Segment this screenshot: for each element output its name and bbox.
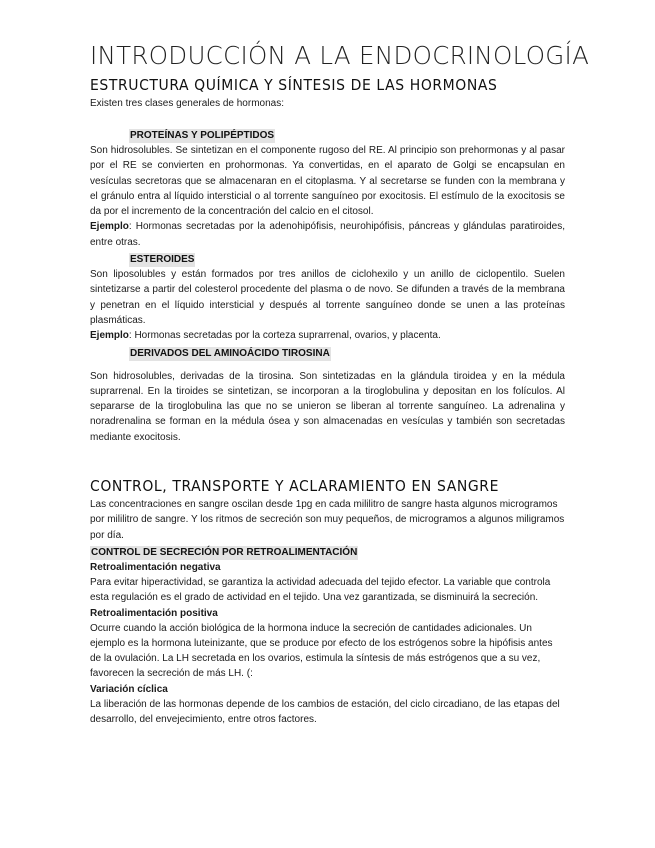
document-page	[90, 40, 590, 727]
class-body-proteins: Son hidrosolubles. Se sintetizan en el componente rugoso del RE. Al principio son prehormonas y al pasar por el RE se convierten en prohormonas. Ya convertidas, en el aparato de Golgi se encapsulan en vesículas secretoras que se almacenaran en el citoplasma. Y al secretarse se funden con la membrana y el gránulo entra al líquido intersticial o al torrente sanguíneo por exocitosis. El estímulo de la exocitosis se da por el incremento de la concentración del calcio en el citosol.	[90, 145, 565, 218]
class-heading-tyrosine	[90, 344, 565, 361]
control-heading	[90, 543, 565, 560]
class-example-proteins	[90, 219, 565, 250]
item-label-positive: Retroalimentación positiva	[90, 607, 218, 619]
example-label: Ejemplo	[90, 221, 129, 233]
class-heading-steroids	[90, 250, 565, 267]
item-label-cyclic: Variación cíclica	[90, 683, 168, 695]
item-body-positive: Ocurre cuando la acción biológica de la hormona induce la secreción de cantidades adicionales. Un ejemplo es la hormona luteinizante, que se produce por efecto de los estrógenos sobre la hipófisis antes de la ovulación. La LH secretada en los ovarios, estimula la síntesis de más estrógenos que a su vez, favorecen la secreción de más LH. (:	[90, 622, 553, 680]
section-intro-control: Las concentraciones en sangre oscilan desde 1pg en cada mililitro de sangre hasta algunos microgramos por mililitro de sangre. Y los ritmos de secreción son muy pequeños, de microgramos a algunos miligramos por día.	[90, 499, 565, 541]
example-label: Ejemplo	[90, 330, 129, 342]
class-label: DERIVADOS DEL AMINOÁCIDO TIROSINA	[130, 347, 330, 359]
item-body-cyclic: La liberación de las hormonas depende de los cambios de estación, del ciclo circadiano, de las etapas del desarrollo, del envejecimiento, entre otros factores.	[90, 698, 560, 726]
class-body-tyrosine: Son hidrosolubles, derivadas de la tirosina. Son sintetizadas en la glándula tiroidea y en la médula suprarrenal. En la tiroides se sintetizan, se incorporan a la tiroglobulina y depositan en los folículos. Al separarse de la tiroglobulina las que no se unieron se liberan al torrente sanguíneo. La adrenalina y noradrenalina se forman en la médula ósea y son almacenadas en vesículas y también son secretadas mediante exocitosis.	[90, 370, 565, 443]
item-label-negative: Retroalimentación negativa	[90, 561, 221, 573]
class-body-steroids: Son liposolubles y están formados por tres anillos de ciclohexilo y un anillo de ciclopentilo. Suelen sintetizarse a partir del colesterol procedente del plasma o de novo. Se difunden a través de la membrana y penetran en el líquido intersticial y después al torrente sanguíneo donde se unen a las proteínas plasmáticas.	[90, 269, 565, 326]
section-intro: Existen tres clases generales de hormonas:	[90, 98, 284, 109]
page-title: INTRODUCCIÓN A LA ENDOCRINOLOGÍA	[90, 41, 590, 70]
class-label: PROTEÍNAS Y POLIPÉPTIDOS	[130, 130, 275, 141]
section-heading-structure: ESTRUCTURA QUÍMICA Y SÍNTESIS DE LAS HORMONAS	[90, 76, 498, 94]
class-example-steroids	[90, 328, 565, 343]
example-text: : Hormonas secretadas por la adenohipófisis, neurohipófisis, páncreas y glándulas paratiroides, entre otras.	[90, 221, 565, 248]
item-body-negative: Para evitar hiperactividad, se garantiza la actividad adecuada del tejido efector. La variable que controla esta regulación es el grado de actividad en el tejido. Una vez garantizada, se disminuirá la secreción.	[90, 576, 551, 604]
control-label: CONTROL DE SECRECIÓN POR RETROALIMENTACIÓN	[91, 546, 358, 558]
example-text: : Hormonas secretadas por la corteza suprarrenal, ovarios, y placenta.	[128, 330, 441, 342]
class-label: ESTEROIDES	[130, 254, 195, 266]
section-heading-control: CONTROL, TRANSPORTE Y ACLARAMIENTO EN SANGRE	[90, 477, 500, 496]
class-heading-proteins	[90, 126, 565, 143]
